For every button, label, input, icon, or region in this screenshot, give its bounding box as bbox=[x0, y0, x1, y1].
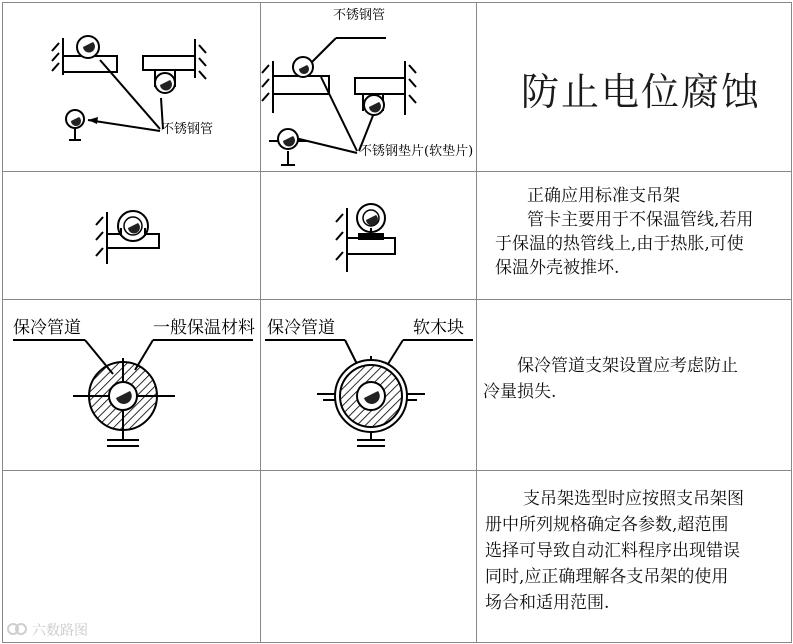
panel-5-saddle-support bbox=[261, 172, 477, 300]
panel-1-stainless-pipe-support bbox=[3, 3, 261, 172]
panel-9-cold-support-note bbox=[477, 300, 792, 471]
panel-2-stainless-pad-support bbox=[261, 3, 477, 172]
note-line: 管卡主要用于不保温管线,若用 bbox=[527, 210, 754, 230]
table-row bbox=[3, 3, 792, 172]
note-line: 保温外壳被推坏. bbox=[495, 258, 620, 278]
panel-3-title bbox=[477, 3, 792, 172]
panel-6-standard-support-note bbox=[477, 172, 792, 300]
support-table bbox=[2, 2, 792, 643]
note-line: 支吊架选型时应按照支吊架图 bbox=[523, 489, 744, 509]
saddle-support-drawing bbox=[261, 172, 477, 300]
pipe-clamp-drawing bbox=[3, 172, 261, 300]
cold-pipe-label: 保冷管道 bbox=[13, 318, 81, 338]
stainless-pipe-top-label: 不锈钢管 bbox=[333, 8, 386, 23]
note-line: 场合和适用范围. bbox=[485, 593, 610, 613]
table-row bbox=[3, 172, 792, 300]
general-insulation-label: 一般保温材料 bbox=[153, 318, 255, 338]
note-line: 于保温的热管线上,由于热胀,可使 bbox=[495, 234, 744, 254]
table-row bbox=[3, 300, 792, 471]
stainless-pipe-label: 不锈钢管 bbox=[161, 122, 214, 137]
note-line: 保冷管道支架设置应考虑防止 bbox=[517, 356, 738, 376]
note-line: 同时,应正确理解各支吊架的使用 bbox=[485, 567, 729, 587]
stainless-pipe-drawing bbox=[3, 3, 261, 172]
watermark-text: 六数路图 bbox=[32, 623, 88, 639]
cold-pipe-label: 保冷管道 bbox=[267, 318, 335, 338]
cork-block-label: 软木块 bbox=[413, 318, 464, 338]
note-line: 选择可导致自动汇料程序出现错误 bbox=[485, 541, 740, 561]
note-line: 冷量损失. bbox=[483, 382, 557, 402]
stainless-pad-label: 不锈钢垫片(软垫片) bbox=[359, 144, 474, 159]
panel-4-pipe-clamp bbox=[3, 172, 261, 300]
panel-11-empty bbox=[261, 471, 477, 643]
panel-7-cold-pipe-insulation bbox=[3, 300, 261, 471]
note-line: 册中所列规格确定各参数,超范围 bbox=[485, 515, 729, 535]
table-row bbox=[3, 471, 792, 643]
panel-10-empty bbox=[3, 471, 261, 643]
standard-support-heading: 正确应用标准支吊架 bbox=[527, 186, 680, 206]
panel-8-cork-block bbox=[261, 300, 477, 471]
watermark-logo-icon bbox=[6, 622, 28, 636]
panel-12-selection-note bbox=[477, 471, 792, 643]
galvanic-corrosion-title: 防止电位腐蚀 bbox=[521, 70, 762, 114]
